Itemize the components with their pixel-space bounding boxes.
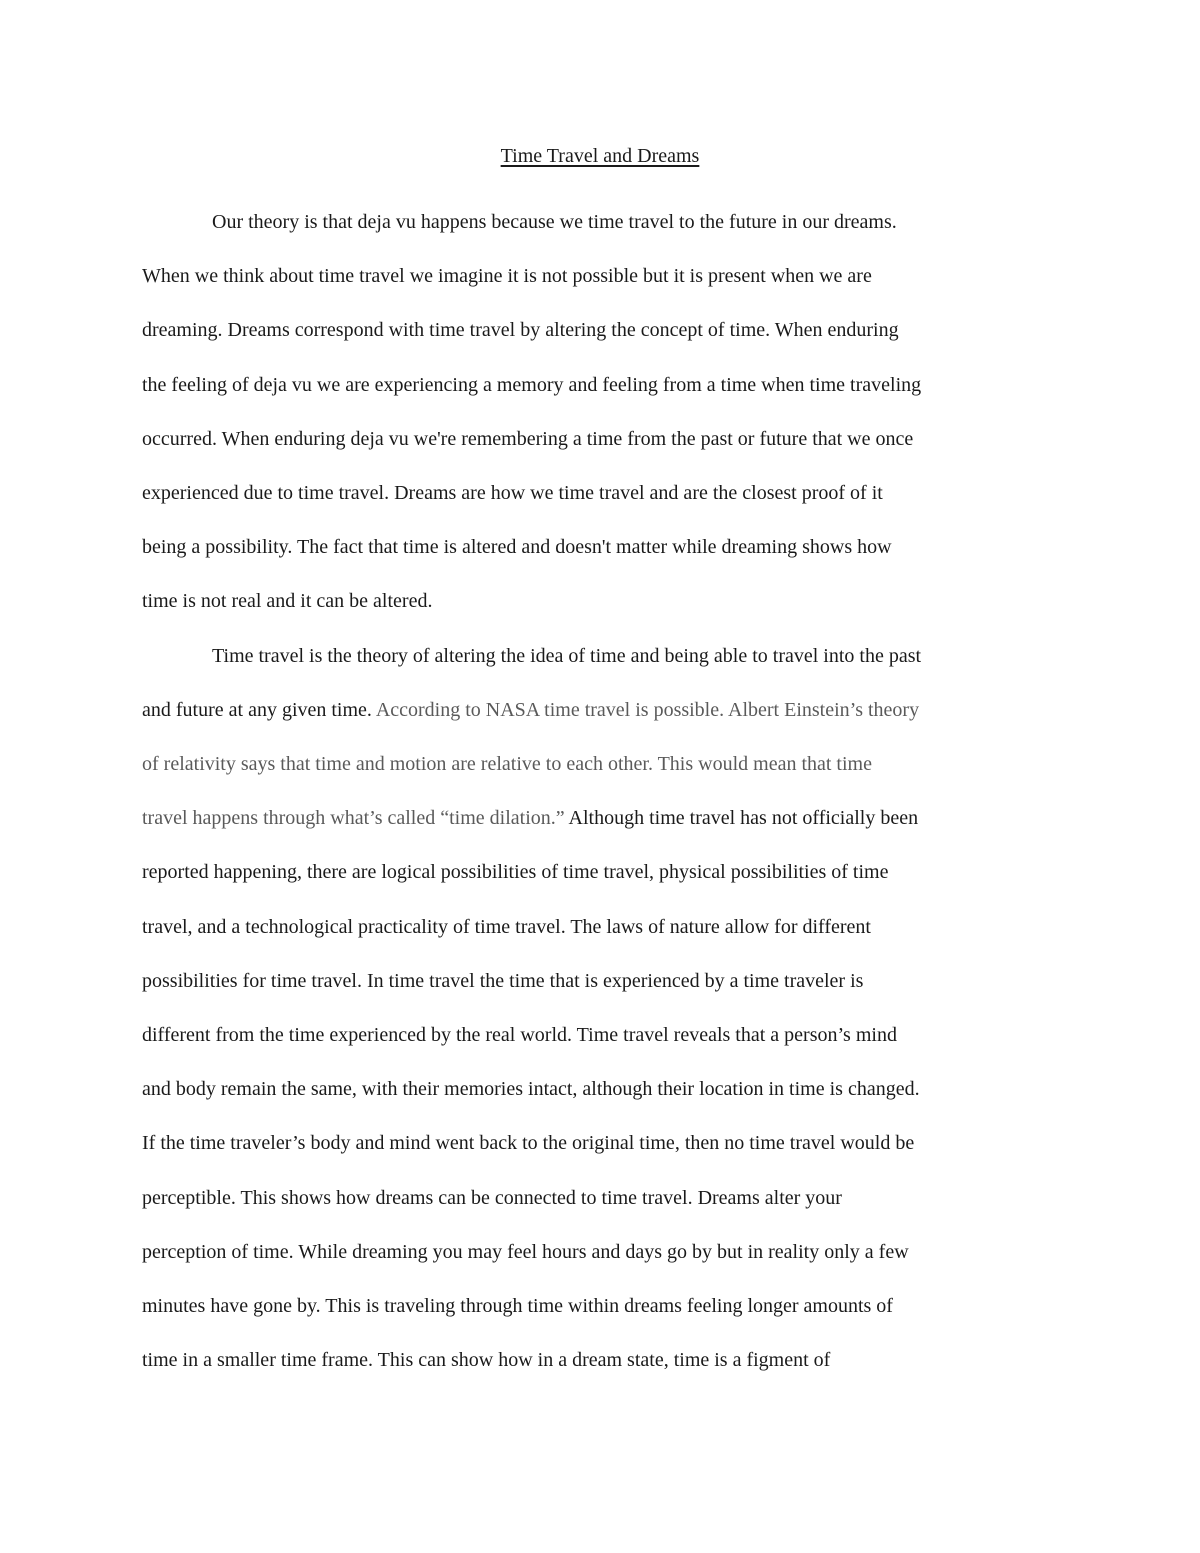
body-line: time is not real and it can be altered. (142, 590, 433, 613)
body-line: occurred. When enduring deja vu we're remembering a time from the past or future that we once (142, 427, 914, 450)
body-line: experienced due to time travel. Dreams are how we time travel and are the closest proof of it (142, 482, 883, 505)
body-line: time in a smaller time frame. This can show how in a dream state, time is a figment of (142, 1349, 831, 1372)
body-text-run: Although time travel has not officially been (564, 807, 919, 830)
body-line: and body remain the same, with their memories intact, although their location in time is changed. (142, 1078, 920, 1101)
body-line: of relativity says that time and motion are relative to each other. This would mean that time (142, 753, 872, 776)
body-line: different from the time experienced by the real world. Time travel reveals that a person’s mind (142, 1024, 897, 1047)
body-line: Time travel is the theory of altering the idea of time and being able to travel into the past (212, 644, 922, 667)
body-line (142, 791, 1062, 845)
quoted-text-run: According to NASA time travel is possible. Albert Einstein’s theory (375, 698, 920, 721)
body-line: travel, and a technological practicality of time travel. The laws of nature allow for different (142, 915, 871, 938)
body-line: minutes have gone by. This is traveling through time within dreams feeling longer amounts of (142, 1295, 893, 1318)
body-line: the feeling of deja vu we are experiencing a memory and feeling from a time when time traveling (142, 373, 922, 396)
body-line: When we think about time travel we imagine it is not possible but it is present when we are (142, 265, 872, 288)
document-body (142, 195, 1062, 1387)
body-line: possibilities for time travel. In time travel the time that is experienced by a time traveler is (142, 969, 864, 992)
body-line: perceptible. This shows how dreams can be connected to time travel. Dreams alter your (142, 1186, 842, 1209)
body-line: reported happening, there are logical possibilities of time travel, physical possibilities of time (142, 861, 889, 884)
body-text-run: and future at any given time. (142, 698, 376, 721)
body-line: perception of time. While dreaming you may feel hours and days go by but in reality only a few (142, 1240, 909, 1263)
body-line (142, 683, 1062, 737)
body-line: If the time traveler’s body and mind went back to the original time, then no time travel would be (142, 1132, 915, 1155)
body-line: dreaming. Dreams correspond with time travel by altering the concept of time. When enduring (142, 319, 899, 342)
body-line: being a possibility. The fact that time is altered and doesn't matter while dreaming shows how (142, 536, 892, 559)
document-title: Time Travel and Dreams (500, 145, 700, 167)
quoted-text-run: travel happens through what’s called “time dilation.” (142, 807, 565, 830)
body-line: Our theory is that deja vu happens because we time travel to the future in our dreams. (212, 211, 897, 233)
